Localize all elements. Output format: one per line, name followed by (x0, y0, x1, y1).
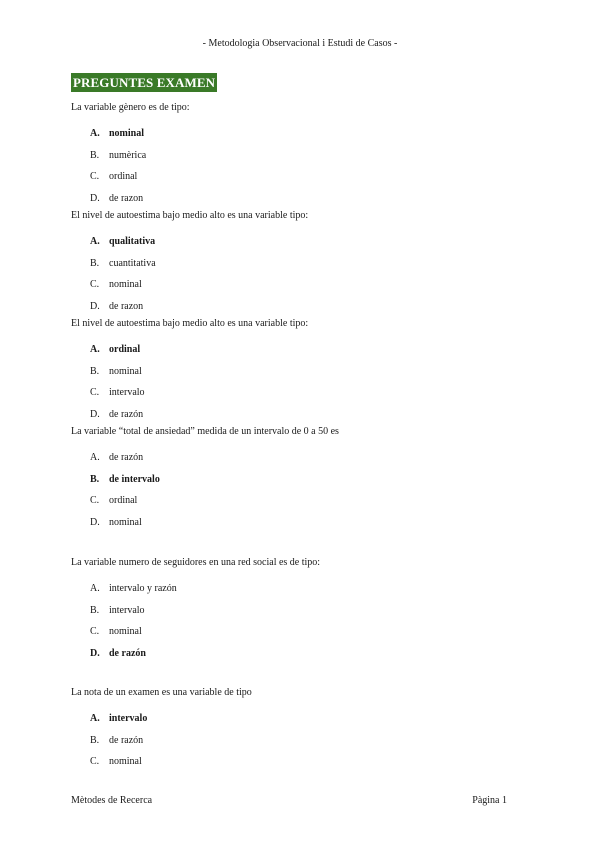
answer-option (90, 713, 147, 724)
answer-option (90, 735, 143, 746)
question-text: La variable numero de seguidores en una red social es de tipo: (71, 557, 321, 568)
question-text: La nota de un examen es una variable de tipo (71, 687, 252, 698)
answer-option (90, 583, 177, 594)
answer-option (90, 626, 142, 637)
answer-option (90, 648, 146, 659)
question-text: La variable “total de ansiedad” medida de un intervalo de 0 a 50 es (71, 426, 339, 437)
option-letter: B. (90, 257, 100, 269)
option-label: nominal (109, 517, 142, 529)
option-label: de razón (109, 734, 144, 746)
option-label: cuantitativa (109, 257, 156, 269)
option-letter: B. (90, 734, 100, 746)
option-letter: A. (90, 583, 100, 594)
option-label: numèrica (109, 149, 147, 161)
option-label: ordinal (109, 495, 138, 507)
answer-option (90, 344, 140, 355)
option-label: de razón (109, 648, 146, 660)
option-label: intervalo y razón (109, 583, 177, 594)
option-label: de razon (109, 193, 144, 205)
option-letter: C. (90, 279, 100, 291)
option-label: nominal (109, 279, 142, 291)
answer-option (90, 756, 142, 767)
option-letter: C. (90, 756, 100, 768)
answer-option (90, 409, 143, 420)
option-letter: A. (90, 236, 100, 247)
answer-option (90, 452, 143, 463)
option-letter: B. (90, 604, 100, 616)
option-letter: C. (90, 387, 100, 399)
option-letter: B. (90, 365, 100, 377)
page-title: PREGUNTES EXAMEN (73, 75, 216, 90)
question-text: La variable gènero es de tipo: (71, 102, 190, 113)
answer-option (90, 387, 145, 398)
option-label: de razon (109, 301, 144, 313)
option-label: qualitativa (109, 236, 156, 247)
answer-option (90, 605, 145, 616)
option-label: ordinal (109, 171, 138, 183)
option-letter: D. (90, 409, 100, 421)
answer-option (90, 128, 144, 139)
option-letter: D. (90, 301, 100, 313)
option-label: de intervalo (109, 473, 160, 485)
answer-option (90, 258, 156, 269)
running-header: - Metodologia Observacional i Estudi de Casos - (202, 38, 398, 49)
answer-option (90, 495, 137, 506)
option-letter: D. (90, 193, 100, 205)
answer-option (90, 474, 160, 485)
option-label: nominal (109, 626, 142, 638)
option-label: intervalo (109, 713, 148, 724)
answer-option (90, 171, 137, 182)
option-letter: B. (90, 473, 100, 485)
answer-option (90, 193, 143, 204)
question-text: El nivel de autoestima bajo medio alto es una variable tipo: (71, 318, 309, 329)
answer-option (90, 517, 142, 528)
option-letter: C. (90, 626, 100, 638)
answer-option (90, 279, 142, 290)
option-letter: C. (90, 495, 100, 507)
option-letter: A. (90, 452, 100, 463)
option-label: intervalo (109, 387, 145, 399)
option-letter: A. (90, 713, 100, 724)
option-letter: A. (90, 128, 100, 139)
option-letter: D. (90, 517, 100, 529)
option-label: nominal (109, 128, 145, 139)
option-label: de razón (109, 409, 144, 421)
option-label: nominal (109, 756, 142, 768)
option-letter: C. (90, 171, 100, 183)
answer-option (90, 150, 146, 161)
answer-option (90, 236, 155, 247)
option-label: nominal (109, 365, 142, 377)
option-label: de razón (109, 452, 144, 463)
answer-option (90, 366, 142, 377)
footer-page-number: Pàgina 1 (472, 795, 507, 806)
option-letter: A. (90, 344, 100, 355)
option-letter: D. (90, 648, 100, 660)
option-label: intervalo (109, 604, 145, 616)
option-label: ordinal (109, 344, 141, 355)
answer-option (90, 301, 143, 312)
question-text: El nivel de autoestima bajo medio alto es una variable tipo: (71, 210, 309, 221)
footer-course: Mètodes de Recerca (71, 795, 153, 806)
option-letter: B. (90, 149, 100, 161)
